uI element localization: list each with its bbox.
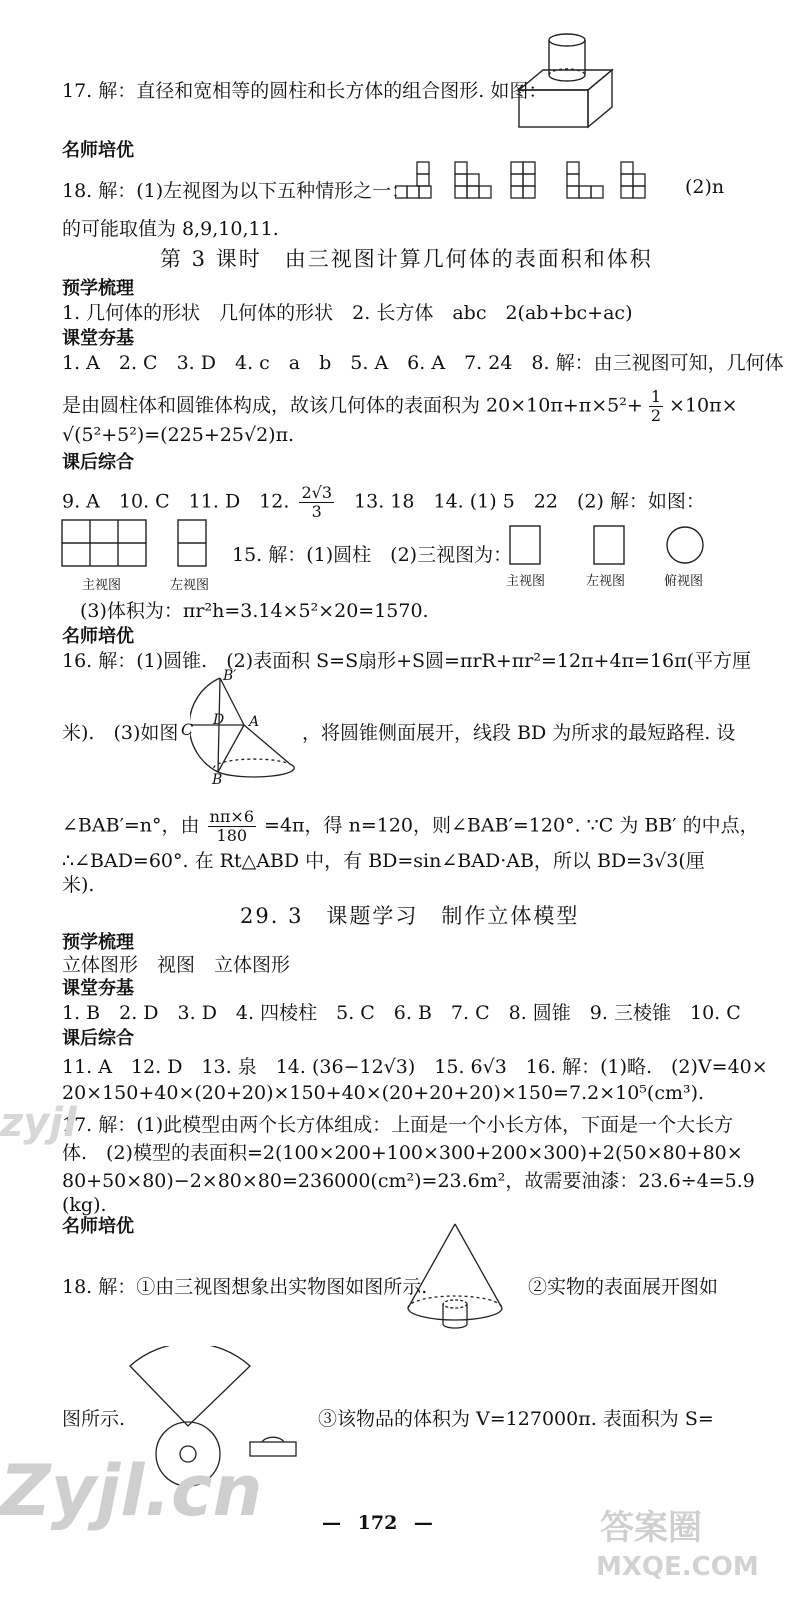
left-views-figure [395,160,675,208]
q18-text: 18. 解：(1)左视图为以下五种情形之一： [62,180,411,202]
label-a: A [249,714,260,730]
answer-line: 18. 解：①由三视图想象出实物图如图所示. [62,1276,428,1298]
answer-line: 1. A 2. C 3. D 4. c a b 5. A 6. A 7. 24 8. 解：由三视图可知，几何体 [62,352,784,374]
answer-text: 9. A 10. C 11. D 12. [62,490,290,513]
front-view-figure [60,518,150,570]
q15-part3: (3)体积为：πr²h=3.14×5²×20=1570. [80,600,429,622]
section-heading: 名师培优 [62,140,134,161]
answer-line: 1. 几何体的形状 几何体的形状 2. 长方体 abc 2(ab+bc+ac) [62,302,633,324]
caption-left-view: 左视图 [170,578,210,593]
section-heading: 课堂夯基 [62,328,134,349]
fraction-numerator: 2√3 [301,483,332,502]
fraction [649,388,663,425]
answer-text: =4π，得 n=120，则∠BAB′=120°. ∵C 为 BB′ 的中点， [264,814,759,837]
answer-line: 1. B 2. D 3. D 4. 四棱柱 5. C 6. B 7. C 8. 圆锥 9. 三棱锥 10. C [62,1002,741,1024]
caption-front-view: 主视图 [82,578,122,593]
answer-text: ∠BAB′=n°，由 [62,814,200,837]
fraction [208,808,256,845]
page-number [322,1512,433,1534]
caption-left-view: 左视图 [586,574,626,589]
section-title: 29. 3 课题学习 制作立体模型 [240,904,580,928]
q16-line2-b: ，将圆锥侧面展开，线段 BD 为所求的最短路程. 设 [302,722,736,744]
watermark-zyjl: Zyjl.cn [0,1450,263,1532]
section-heading: 课后综合 [62,1028,134,1049]
lesson-title: 第 3 课时 由三视图计算几何体的表面积和体积 [160,247,653,271]
fraction [299,484,334,521]
page-dash-right: — [413,1512,433,1534]
section-heading: 名师培优 [62,1216,134,1237]
answer-text: ③该物品的体积为 V=127000π. 表面积为 S= [318,1408,714,1430]
answer-line [62,484,705,521]
watermark-zyjl-mid: zyjl [0,1100,77,1146]
cone-object-figure [400,1220,510,1340]
q18-text-cont: 的可能取值为 8,9,10,11. [62,218,279,240]
section-heading: 名师培优 [62,626,134,647]
answer-line: 16. 解：(1)圆锥. (2)表面积 S=S扇形+S圆=πrR+πr²=12π+4π=16π(平方厘 [62,650,752,672]
answer-line: 图所示. [62,1408,126,1430]
left-view-figure [176,518,210,570]
watermark-mxqe: MXQE.COM [596,1552,759,1582]
answer-line: 17. 解：(1)此模型由两个长方体组成：上面是一个小长方体，下面是一个大长方 [62,1114,734,1136]
answer-line: (kg). [62,1194,107,1216]
cone-unfold-figure [190,668,300,790]
fraction-denominator: 3 [311,502,322,521]
answer-text: ×10π× [669,394,738,417]
answer-text: ②实物的表面展开图如 [528,1276,719,1298]
q16-line2-a: 米). (3)如图 [62,722,179,744]
fraction-numerator: nπ×6 [209,807,254,826]
q18-part2: (2)n [685,176,725,198]
caption-top-view: 俯视图 [664,574,704,589]
label-b: B [212,772,223,788]
section-heading: 预学梳理 [62,278,134,299]
answer-line [62,388,738,425]
fraction-denominator: 2 [650,406,661,425]
label-b-prime: B′ [223,668,237,684]
section-heading: 课堂夯基 [62,978,134,999]
label-c: C [181,720,194,739]
label-d: D [213,712,225,728]
answer-line: 11. A 12. D 13. 泉 14. (36−12√3) 15. 6√3 16. 解：(1)略. (2)V=40× [62,1056,768,1078]
answer-text: 13. 18 14. (1) 5 22 (2) 解：如图： [354,490,705,513]
top-view-circle [664,524,706,566]
answer-line: 米). [62,874,95,896]
answer-line: 体. (2)模型的表面积=2(100×200+100×300+200×300)+2(50×80+80× [62,1142,743,1164]
answer-text: 是由圆柱体和圆锥体构成，故该几何体的表面积为 20×10π+π×5²+ [62,394,643,417]
section-heading: 课后综合 [62,452,134,473]
answer-line [62,808,759,845]
front-view-rect [508,524,544,566]
page-dash-left: — [322,1512,341,1534]
page-number-value: 172 [357,1512,398,1534]
answer-line: 20×150+40×(20+20)×150+40×(20+20+20)×150=7.2×10⁵(cm³). [62,1082,705,1104]
answer-line: 立体图形 视图 立体图形 [62,954,291,976]
section-heading: 预学梳理 [62,932,134,953]
fraction-numerator: 1 [650,387,661,406]
watermark-logo: 答案圈 [600,1508,702,1548]
fraction-denominator: 180 [216,826,248,845]
q15-text: 15. 解：(1)圆柱 (2)三视图为： [232,544,513,566]
q17-text: 17. 解：直径和宽相等的圆柱和长方体的组合图形. 如图： [62,80,548,102]
answer-line: 80+50×80)−2×80×80=236000(cm²)=23.6m²，故需要油漆：23.6÷4=5.9 [62,1170,755,1192]
caption-front-view: 主视图 [506,574,546,589]
answer-line: ∴∠BAD=60°. 在 Rt△ABD 中，有 BD=sin∠BAD·AB，所以 BD=3√3(厘 [62,850,705,872]
answer-line: √(5²+5²)=(225+25√2)π. [62,424,295,446]
left-view-rect [592,524,628,566]
cylinder-cuboid-figure [516,30,616,130]
